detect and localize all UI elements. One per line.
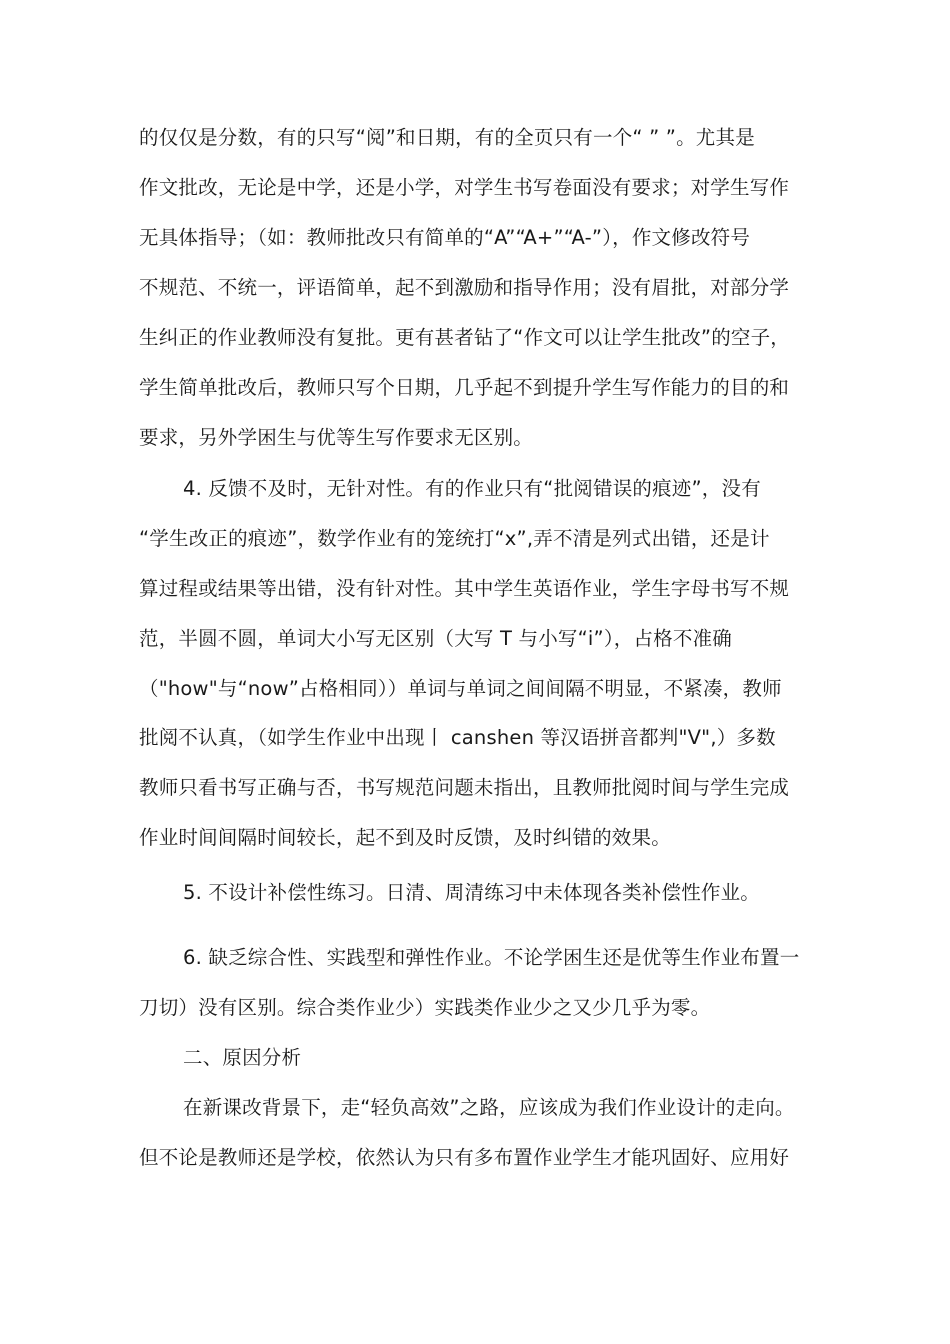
text-line-6: 学生简单批改后，教师只写个日期，几乎起不到提升学生写作能力的目的和 [139, 376, 790, 399]
text-line-3: 无具体指导；（如：教师批改只有简单的“A”“A+”“A-”），作文修改符号 [139, 226, 751, 249]
text-line-4: 不规范、不统一，评语简单，起不到激励和指导作用；没有眉批，对部分学 [139, 276, 790, 299]
text-line-1: 的仅仅是分数，有的只写“阅”和日期，有的全页只有一个“ ” ”。尤其是 [139, 126, 755, 149]
paragraph-6-start: 6. 缺乏综合性、实践型和弹性作业。不论学困生还是优等生作业布置一 [183, 946, 800, 969]
text-line-14: 教师只看书写正确与否，书写规范问题未指出，且教师批阅时间与学生完成 [139, 776, 790, 799]
paragraph-cause-start: 在新课改背景下，走“轻负高效”之路，应该成为我们作业设计的走向。 [183, 1096, 795, 1119]
text-line-5: 生纠正的作业教师没有复批。更有甚者钻了“作文可以让学生批改”的空子， [139, 326, 791, 349]
text-line-15: 作业时间间隔时间较长，起不到及时反馈，及时纠错的效果。 [139, 826, 671, 849]
text-line-18: 刀切）没有区别。综合类作业少）实践类作业少之又少几乎为零。 [139, 996, 711, 1019]
section-heading-cause-analysis: 二、原因分析 [183, 1046, 302, 1069]
text-line-13: 批阅不认真，（如学生作业中出现丨 canshen 等汉语拼音都判"V",）多数 [139, 726, 776, 749]
text-line-9: “学生改正的痕迹”，数学作业有的笼统打“x”,弄不清是列式出错，还是计 [139, 527, 770, 550]
text-line-10: 算过程或结果等出错，没有针对性。其中学生英语作业，学生字母书写不规 [139, 577, 790, 600]
text-line-11: 范，半圆不圆，单词大小写无区别（大写 T 与小写“i”），占格不准确 [139, 627, 732, 650]
paragraph-4-start: 4. 反馈不及时，无针对性。有的作业只有“批阅错误的痕迹”，没有 [183, 477, 761, 500]
paragraph-5: 5. 不设计补偿性练习。日清、周清练习中未体现各类补偿性作业。 [183, 881, 761, 904]
text-line-21: 但不论是教师还是学校，依然认为只有多布置作业学生才能巩固好、应用好 [139, 1146, 790, 1169]
text-line-12: （"how"与“now”占格相同））单词与单词之间间隔不明显，不紧凑，教师 [139, 677, 782, 700]
text-line-7: 要求，另外学困生与优等生写作要求无区别。 [139, 426, 534, 449]
text-line-2: 作文批改，无论是中学，还是小学，对学生书写卷面没有要求；对学生写作 [139, 176, 790, 199]
